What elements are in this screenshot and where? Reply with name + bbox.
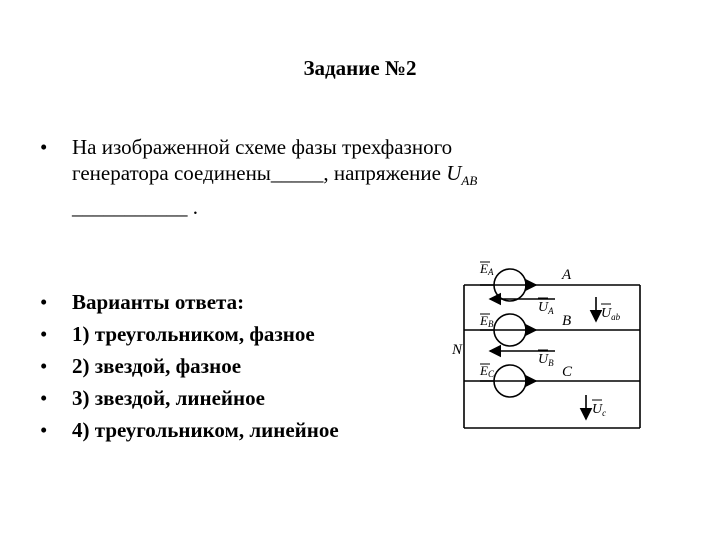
emf-a-label: EA — [480, 261, 494, 277]
emf-c-label: EC — [480, 363, 494, 379]
emf-b-label: EB — [480, 313, 494, 329]
bullet-marker: • — [40, 418, 48, 442]
task-line-1: На изображенной схеме фазы трехфазного — [72, 135, 453, 159]
task-line-2 — [72, 160, 477, 194]
node-b-label: B — [562, 313, 572, 329]
node-c-label: C — [562, 364, 573, 380]
task-voltage-symbol: U — [446, 161, 462, 185]
answer-option-3[interactable]: 3) звездой, линейное — [72, 386, 265, 410]
phase-voltage-b-label: $U_B$ — [538, 352, 554, 368]
task-line-2-prefix: генератора соединены_____, напряжение — [72, 161, 447, 185]
answer-option-4[interactable]: 4) треугольником, линейное — [72, 418, 339, 442]
task-text — [72, 134, 477, 220]
bullet-marker: • — [40, 386, 48, 410]
answers-heading: Варианты ответа: — [72, 290, 245, 314]
bullet-marker: • — [40, 135, 48, 159]
page-title: Задание №2 — [303, 56, 417, 80]
line-voltage-ab-label: $U_{ab}$ — [601, 306, 621, 322]
three-phase-circuit-diagram — [440, 255, 650, 435]
task-voltage-subscript: AB — [461, 173, 478, 189]
phase-voltage-a-label: $U_A$ — [538, 300, 554, 316]
node-n-label: N — [452, 342, 463, 358]
answer-option-2[interactable]: 2) звездой, фазное — [72, 354, 242, 378]
answer-option-1[interactable]: 1) треугольником, фазное — [72, 322, 315, 346]
line-voltage-c-label: $U_c$ — [592, 402, 607, 418]
task-line-3: ___________ . — [72, 195, 198, 220]
node-a-label: A — [562, 267, 572, 283]
bullet-marker: • — [40, 322, 48, 346]
bullet-marker: • — [40, 290, 48, 314]
bullet-marker: • — [40, 354, 48, 378]
